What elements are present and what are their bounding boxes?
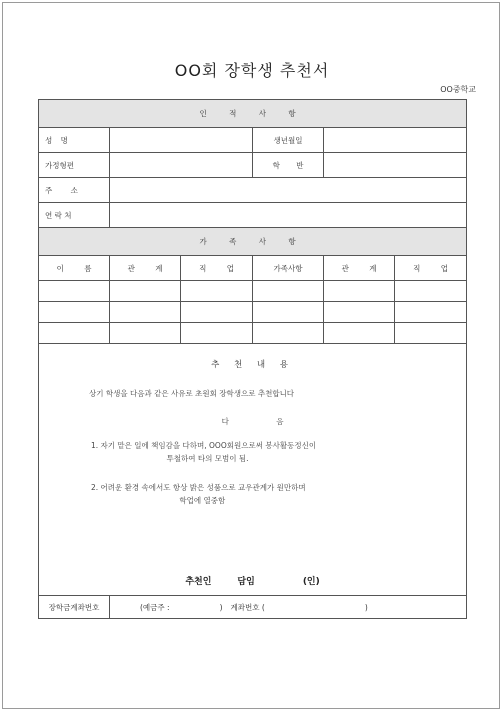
family-row bbox=[39, 281, 467, 302]
birth-field[interactable] bbox=[324, 128, 467, 153]
recommend-da: 다 음 bbox=[221, 417, 284, 426]
family-cell[interactable] bbox=[39, 281, 110, 302]
account-holder-label: (예금주 : bbox=[140, 602, 170, 612]
signature-line bbox=[39, 574, 466, 587]
recommend-section-heading: 추 천 내 용 bbox=[211, 360, 295, 370]
family-cell[interactable] bbox=[110, 323, 181, 344]
family-col-family-info: 가족사항 bbox=[253, 256, 324, 281]
document-title: OO회 장학생 추천서 bbox=[174, 61, 330, 80]
family-row bbox=[39, 302, 467, 323]
family-col-relation: 관 계 bbox=[110, 256, 181, 281]
contact-field[interactable] bbox=[110, 203, 467, 228]
recommend-item-1-line-1: 1. 자기 맡은 일에 책임감을 다하며, OOO회원으로써 봉사활동정신이 bbox=[91, 441, 317, 450]
recommend-item-2-line-2: 학업에 열중함 bbox=[179, 496, 226, 505]
recommendation-body bbox=[39, 344, 467, 596]
family-cell[interactable] bbox=[181, 302, 253, 323]
family-cell[interactable] bbox=[110, 281, 181, 302]
signer-label: 추천인 bbox=[185, 577, 212, 587]
family-col-job: 직 업 bbox=[181, 256, 253, 281]
family-cell[interactable] bbox=[253, 302, 324, 323]
family-col-relation-2: 관 계 bbox=[324, 256, 395, 281]
name-label: 성 명 bbox=[39, 128, 110, 153]
personal-section-heading: 인 적 사 항 bbox=[39, 100, 467, 128]
family-cell[interactable] bbox=[395, 323, 467, 344]
family-cell[interactable] bbox=[39, 302, 110, 323]
family-col-job-2: 직 업 bbox=[395, 256, 467, 281]
recommend-item-2-line-1: 2. 어려운 환경 속에서도 항상 밝은 성품으로 교우관계가 원만하며 bbox=[91, 483, 306, 492]
family-cell[interactable] bbox=[253, 281, 324, 302]
account-holder-close: ) bbox=[219, 602, 223, 612]
recommend-intro: 상기 학생을 다음과 같은 사유로 초원회 장학생으로 추천합니다 bbox=[89, 389, 295, 398]
family-cell[interactable] bbox=[181, 281, 253, 302]
family-cell[interactable] bbox=[395, 281, 467, 302]
class-label: 학 반 bbox=[253, 153, 324, 178]
family-col-name: 이 름 bbox=[39, 256, 110, 281]
recommend-item-1-line-2: 투철하여 타의 모범이 됨. bbox=[166, 454, 249, 463]
family-cell[interactable] bbox=[39, 323, 110, 344]
address-label: 주 소 bbox=[39, 178, 110, 203]
family-cell[interactable] bbox=[253, 323, 324, 344]
recommend-item-1 bbox=[91, 439, 316, 465]
recommend-item-2 bbox=[91, 481, 306, 507]
address-field[interactable] bbox=[110, 178, 467, 203]
school-name: OO중학교 bbox=[440, 85, 476, 94]
contact-label: 연 락 처 bbox=[39, 203, 110, 228]
birth-label: 생년월일 bbox=[253, 128, 324, 153]
family-cell[interactable] bbox=[324, 302, 395, 323]
signer-role: 담임 bbox=[237, 577, 255, 587]
family-cell[interactable] bbox=[110, 302, 181, 323]
bank-account-field[interactable] bbox=[110, 596, 467, 619]
family-cell[interactable] bbox=[324, 323, 395, 344]
family-cell[interactable] bbox=[395, 302, 467, 323]
recommendation-form bbox=[38, 99, 467, 619]
family-type-field[interactable] bbox=[110, 153, 253, 178]
family-section-heading: 가 족 사 항 bbox=[39, 228, 467, 256]
account-number-label: 계좌번호 ( bbox=[230, 602, 265, 612]
family-row bbox=[39, 323, 467, 344]
family-cell[interactable] bbox=[181, 323, 253, 344]
name-field[interactable] bbox=[110, 128, 253, 153]
bank-account-label: 장학금계좌번호 bbox=[39, 596, 110, 619]
class-field[interactable] bbox=[324, 153, 467, 178]
family-cell[interactable] bbox=[324, 281, 395, 302]
account-number-close: ) bbox=[364, 602, 368, 612]
family-type-label: 가정형편 bbox=[39, 153, 110, 178]
seal-mark[interactable]: (인) bbox=[302, 577, 320, 587]
